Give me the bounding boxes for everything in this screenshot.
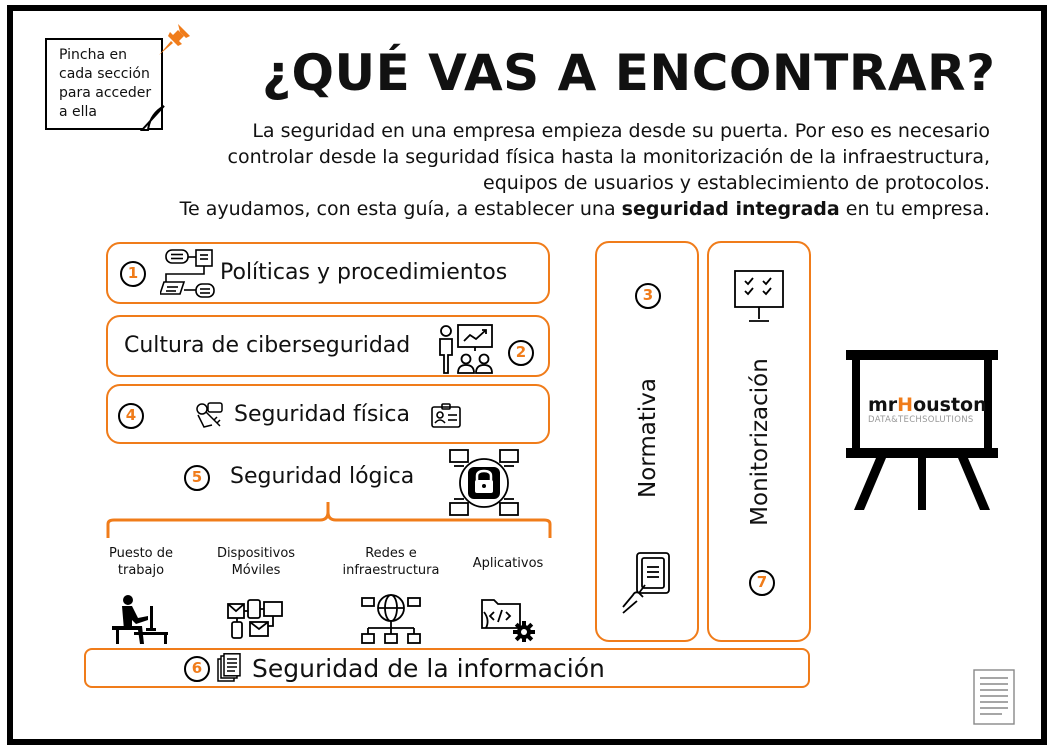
logo-ouston: ouston	[913, 394, 987, 416]
section-number: 5	[184, 465, 210, 491]
subitem-label: Redes e	[365, 546, 417, 561]
section-label: Seguridad de la información	[252, 654, 605, 683]
intro-text: en tu empresa.	[839, 198, 990, 220]
subitem-label: infraestructura	[342, 563, 440, 578]
regulation-book-icon	[619, 549, 675, 615]
section-label: Cultura de ciberseguridad	[124, 333, 411, 358]
keys-icon	[194, 401, 226, 431]
logo-mr: mr	[868, 394, 898, 416]
intro-paragraph	[130, 118, 990, 222]
subitem-label: Puesto de	[108, 546, 174, 561]
note-line: Pincha en	[59, 47, 127, 63]
logo-h: H	[897, 394, 914, 416]
process-flow-icon	[160, 248, 216, 302]
section-5-brace	[104, 498, 554, 542]
id-card-icon	[430, 403, 462, 429]
subitem-label: Dispositivos	[216, 546, 296, 561]
note-line: para acceder	[59, 85, 152, 101]
note-line: cada sección	[59, 66, 150, 82]
section-politicas[interactable]	[106, 242, 550, 304]
subitem-dispositivos-moviles[interactable]	[210, 545, 302, 579]
logo-tagline: DATA&TECHSOLUTIONS	[868, 415, 974, 425]
monitor-checklist-icon	[731, 269, 787, 327]
company-logo-easel	[846, 348, 998, 512]
applications-code-icon	[480, 594, 536, 642]
section-number: 1	[120, 261, 146, 287]
section-number: 7	[749, 570, 775, 596]
intro-line: controlar desde la seguridad física hasta la monitorización de la infraestructura,	[227, 146, 990, 168]
workstation-icon	[110, 592, 170, 646]
documents-icon	[216, 653, 242, 685]
section-label: Monitorización	[747, 358, 773, 526]
subitem-label: Móviles	[231, 563, 281, 578]
section-seguridad-fisica[interactable]	[106, 384, 550, 444]
intro-line	[130, 196, 990, 222]
subitem-label: Aplicativos	[472, 556, 544, 571]
section-seguridad-informacion[interactable]	[84, 648, 810, 688]
section-normativa[interactable]	[595, 241, 699, 642]
section-monitorizacion[interactable]	[707, 241, 811, 642]
intro-text: Te ayudamos, con esta guía, a establecer una	[179, 198, 622, 220]
subitem-aplicativos[interactable]	[466, 555, 550, 572]
subitem-redes-infraestructura[interactable]	[336, 545, 446, 579]
note-line: a ella	[59, 104, 98, 120]
section-seguridad-logica-label[interactable]: Seguridad lógica	[230, 464, 415, 489]
page-title: ¿QUÉ VAS A ENCONTRAR?	[262, 44, 996, 102]
intro-line: La seguridad en una empresa empieza desde su puerta. Por eso es necesario	[252, 120, 990, 142]
intro-line: equipos de usuarios y establecimiento de protocolos.	[483, 172, 990, 194]
section-number: 2	[508, 340, 534, 366]
subitem-puesto-trabajo[interactable]	[98, 545, 184, 579]
section-cultura[interactable]	[106, 315, 550, 377]
section-label: Seguridad física	[234, 402, 410, 427]
section-label: Políticas y procedimientos	[220, 260, 508, 285]
section-number: 4	[118, 403, 144, 429]
subitem-label: trabajo	[117, 563, 165, 578]
section-number: 6	[184, 656, 210, 682]
section-label: Normativa	[635, 378, 661, 498]
logo-wordmark	[868, 394, 987, 416]
section-number: 3	[635, 283, 661, 309]
mobile-devices-icon	[226, 598, 286, 642]
intro-bold: seguridad integrada	[621, 198, 840, 220]
network-infrastructure-icon	[360, 592, 422, 648]
pushpin-icon	[156, 18, 196, 58]
training-presentation-icon	[436, 321, 496, 377]
document-icon[interactable]	[972, 668, 1018, 728]
